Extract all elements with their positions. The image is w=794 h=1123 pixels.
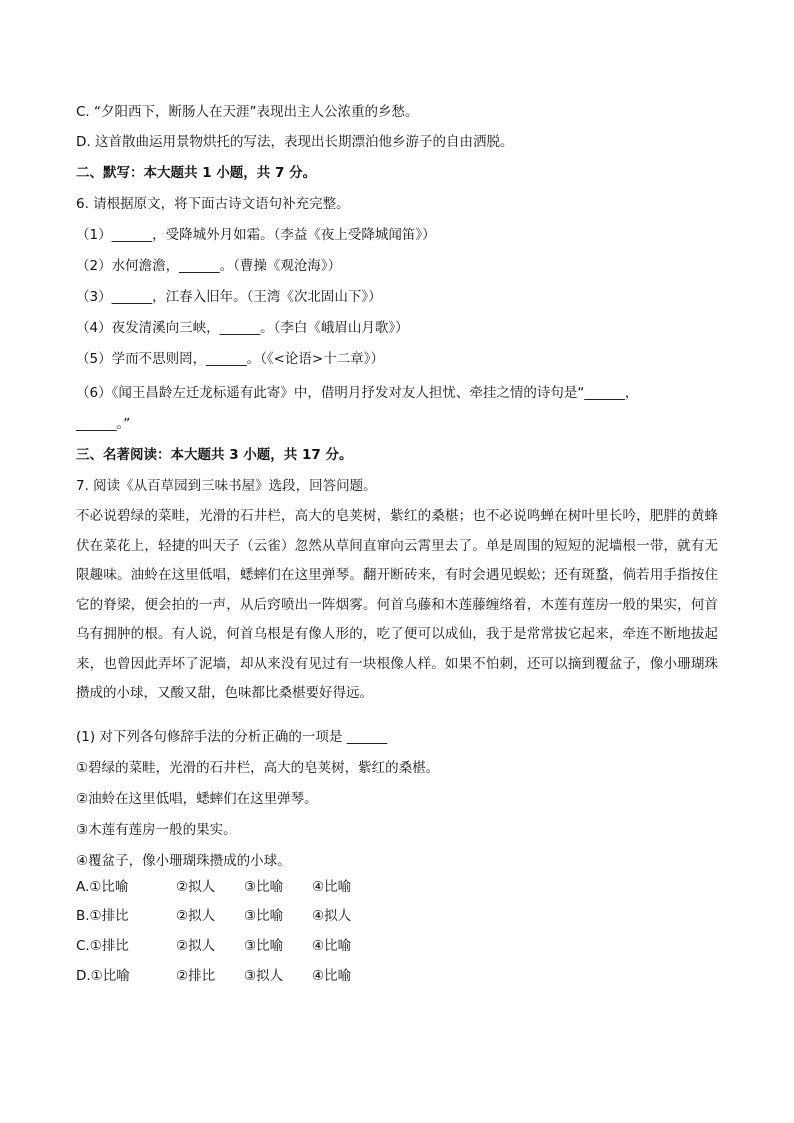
option-c-line: C. “夕阳西下，断肠人在天涯”表现出主人公浓重的乡愁。 <box>76 104 419 120</box>
question-6-item-6-continued: ______。” <box>76 416 131 432</box>
option-d-part-2: ②排比 <box>176 968 216 984</box>
option-c-part-3: ③比喻 <box>244 938 284 954</box>
question-6-item-6: （6）《闻王昌龄左迁龙标遥有此寄》中，借明月抒发对友人担忧、牵挂之情的诗句是“______， <box>76 385 639 401</box>
question-6-item-2: （2）水何澹澹，______。（曹操《观沧海》） <box>76 258 342 274</box>
question-7-stem: 7. 阅读《从百草园到三味书屋》选段，回答问题。 <box>76 478 377 494</box>
option-b-part-1: B.①排比 <box>76 908 129 924</box>
question-6-item-5: （5）学而不思则罔，______。（《<论语>十二章》） <box>76 351 384 367</box>
sentence-2: ②油蛉在这里低唱，蟋蟀们在这里弹琴。 <box>76 791 318 807</box>
question-6-item-1: （1）______，受降城外月如霜。（李益《夜上受降城闻笛》） <box>76 227 436 243</box>
section-two-heading: 二、默写：本大题共 1 小题，共 7 分。 <box>76 165 317 181</box>
reading-passage: 不必说碧绿的菜畦，光滑的石井栏，高大的皂荚树，紫红的桑椹；也不必说鸣蝉在树叶里长吟，肥胖的黄蜂伏在菜花上，轻捷的叫天子（云雀）忽然从草间直窜向云霄里去了。单是周围的短短的泥墙根一带，就有无限趣味。油蛉在这里低唱，蟋蟀们在这里弹琴。翻开断砖来，有时会遇见蜈蚣；还有斑蝥，倘若用手指按住它的脊梁，便会拍的一声，从后窍喷出一阵烟雾。何首乌藤和木莲藤缠络着，木莲有莲房一般的果实，何首乌有拥肿的根。有人说，何首乌根是有像人形的，吃了便可以成仙，我于是常常拔它起来，牵连不断地拔起来，也曾因此弄坏了泥墙，却从来没有见过有一块根像人样。如果不怕刺，还可以摘到覆盆子，像小珊瑚珠攒成的小球，又酸又甜，色味都比桑椹要好得远。 <box>76 508 718 701</box>
sentence-3: ③木莲有莲房一般的果实。 <box>76 822 237 838</box>
sentence-4: ④覆盆子，像小珊瑚珠攒成的小球。 <box>76 853 291 869</box>
option-c-part-4: ④比喻 <box>312 938 352 954</box>
option-a-part-3: ③比喻 <box>244 879 284 895</box>
question-7-1-stem: (1) 对下列各句修辞手法的分析正确的一项是 ______ <box>76 729 388 745</box>
option-a-part-4: ④比喻 <box>312 879 352 895</box>
option-c-part-2: ②拟人 <box>176 938 216 954</box>
option-b-part-2: ②拟人 <box>176 908 216 924</box>
option-a-part-1: A.①比喻 <box>76 879 129 895</box>
option-b-part-4: ④拟人 <box>312 908 352 924</box>
option-d-line: D. 这首散曲运用景物烘托的写法，表现出长期漂泊他乡游子的自由洒脱。 <box>76 134 514 150</box>
question-6-item-3: （3）______，江春入旧年。（王湾《次北固山下》） <box>76 289 382 305</box>
option-d-part-1: D.①比喻 <box>76 968 130 984</box>
sentence-1: ①碧绿的菜畦，光滑的石井栏，高大的皂荚树，紫红的桑椹。 <box>76 760 440 776</box>
option-d-part-3: ③拟人 <box>244 968 284 984</box>
option-a-part-2: ②拟人 <box>176 879 216 895</box>
question-6-item-4: （4）夜发清溪向三峡，______。（李白《峨眉山月歌》） <box>76 320 409 336</box>
option-b-part-3: ③比喻 <box>244 908 284 924</box>
option-c-part-1: C.①排比 <box>76 938 129 954</box>
option-d-part-4: ④比喻 <box>312 968 352 984</box>
section-three-heading: 三、名著阅读：本大题共 3 小题，共 17 分。 <box>76 447 353 463</box>
question-6-stem: 6. 请根据原文，将下面古诗文语句补充完整。 <box>76 196 350 212</box>
